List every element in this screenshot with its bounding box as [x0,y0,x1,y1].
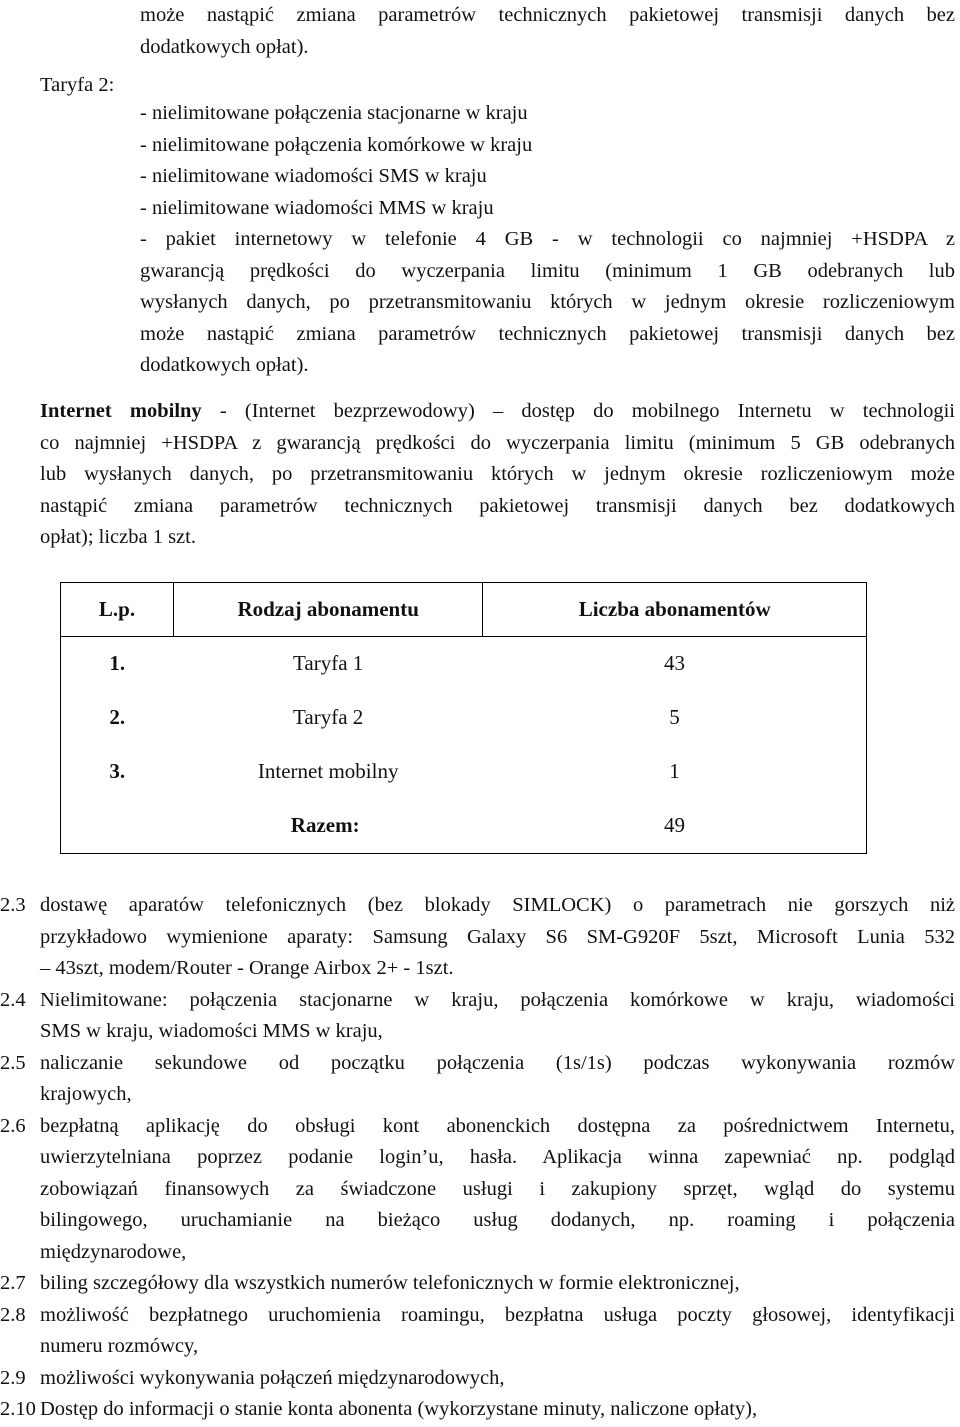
intro-continuation [140,0,955,63]
text-line: może nastąpić zmiana parametrów technicznych pakietowej transmisji danych bez [140,322,955,345]
cell-count: 1 [483,745,867,799]
point-number: 2.7 [0,1272,26,1294]
text-line: dostawę aparatów telefonicznych (bez blokady SIMLOCK) o parametrach nie gorszych niż [40,894,955,916]
text-line: możliwości wykonywania połączeń międzynarodowych, [40,1366,505,1389]
point-2-7 [0,1268,955,1300]
cell-lp: 2. [61,691,174,745]
text-span: - (Internet bezprzewodowy) ‒ dostęp do mobilnego Internetu w technologii [201,400,956,422]
point-2-10 [0,1394,955,1426]
taryfa2-items [140,98,955,382]
cell-lp: 3. [61,745,174,799]
point-2-6 [0,1111,955,1269]
text-line: może nastąpić zmiana parametrów technicznych pakietowej transmisji danych bez [140,4,955,26]
text-line: gwarancją prędkości do wyczerpania limitu (minimum 1 GB odebranych lub [140,259,955,282]
cell-count: 43 [483,637,867,692]
table-row [61,637,867,692]
point-2-3 [0,890,955,985]
point-2-4 [0,985,955,1048]
text-line: nastąpić zmiana parametrów technicznych pakietowej transmisji danych bez dodatkowych [40,494,955,517]
text-line: Nielimitowane: połączenia stacjonarne w kraju, połączenia komórkowe w kraju, wiadomości [40,988,955,1011]
list-item: - nielimitowane wiadomości MMS w kraju [140,196,494,219]
point-2-8 [0,1300,955,1363]
text-line: opłat); liczba 1 szt. [40,526,196,548]
cell-empty [61,799,174,854]
internet-mobilny-section [40,396,955,554]
text-line: uwierzytelniana poprzez podanie login’u, hasła. Aplikacja winna zapewniać np. podgląd [40,1146,955,1168]
table-total-row [61,799,867,854]
point-2-9 [0,1363,955,1395]
numbered-points [0,890,955,1426]
list-item: - pakiet internetowy w telefonie 4 GB - w technologii co najmniej +HSDPA z [140,228,955,250]
internet-mobilny-label: Internet mobilny [40,400,202,422]
point-number: 2.5 [0,1051,26,1074]
text-line: bezpłatną aplikację do obsługi kont abonenckich dostępna za pośrednictwem Internetu, [40,1114,955,1137]
point-number: 2.10 [0,1398,36,1420]
header-lp: L.p. [61,583,174,637]
text-line: lub wysłanych danych, po przetransmitowaniu których w jednym okresie rozliczeniowym może [40,463,955,485]
text-line: naliczanie sekundowe od początku połączenia (1s/1s) podczas wykonywania rozmów [40,1051,955,1074]
cell-name: Taryfa 2 [293,705,364,730]
taryfa2-label: Taryfa 2: [40,74,115,96]
text-line: biling szczegółowy dla wszystkich numerów telefonicznych w formie elektronicznej, [40,1272,740,1294]
text-line: numeru rozmówcy, [40,1335,199,1357]
text-line: przykładowo wymienione aparaty: Samsung Galaxy S6 SM-G920F 5szt, Microsoft Lunia 532 [40,925,955,948]
point-number: 2.4 [0,988,26,1011]
point-number: 2.8 [0,1303,26,1326]
text-line: dodatkowych opłat). [140,354,309,376]
text-line: zobowiązań finansowych za świadczone usługi i zakupiony sprzęt, wgląd do systemu [40,1177,955,1200]
text-line: ‒ 43szt, modem/Router - Orange Airbox 2+ - 1szt. [40,957,454,979]
text-line: wysłanych danych, po przetransmitowaniu których w jednym okresie rozliczeniowym [140,291,955,313]
cell-count: 5 [483,691,867,745]
header-liczba: Liczba abonamentów [483,583,867,637]
list-item: - nielimitowane wiadomości SMS w kraju [140,165,487,187]
total-value: 49 [483,799,867,854]
total-label: Razem: [173,799,482,854]
text-line: co najmniej +HSDPA z gwarancją prędkości do wyczerpania limitu (minimum 5 GB odebranych [40,431,955,454]
text-line: dodatkowych opłat). [140,35,309,58]
text-line: krajowych, [40,1083,132,1105]
text-line: bilingowego, uruchamianie na bieżąco usług dodanych, np. roaming i połączenia [40,1209,955,1231]
cell-lp: 1. [61,637,174,692]
point-2-5 [0,1048,955,1111]
table-row [61,745,867,799]
cell-name: Taryfa 1 [173,637,482,692]
point-number: 2.3 [0,894,26,916]
point-number: 2.9 [0,1366,26,1389]
list-item: - nielimitowane połączenia stacjonarne w kraju [140,102,528,124]
text-line [40,396,955,428]
text-line: SMS w kraju, wiadomości MMS w kraju, [40,1020,383,1042]
subscriptions-table [60,582,867,854]
text-line: Dostęp do informacji o stanie konta abonenta (wykorzystane minuty, naliczone opłaty), [40,1398,758,1420]
header-rodzaj: Rodzaj abonamentu [173,583,482,637]
point-number: 2.6 [0,1114,26,1137]
text-line: międzynarodowe, [40,1240,187,1263]
cell-name: Internet mobilny [257,759,399,784]
table-row [61,691,867,745]
text-line: możliwość bezpłatnego uruchomienia roamingu, bezpłatna usługa poczty głosowej, identyfikacji [40,1303,955,1326]
list-item: - nielimitowane połączenia komórkowe w kraju [140,133,533,156]
table-header-row [61,583,867,637]
